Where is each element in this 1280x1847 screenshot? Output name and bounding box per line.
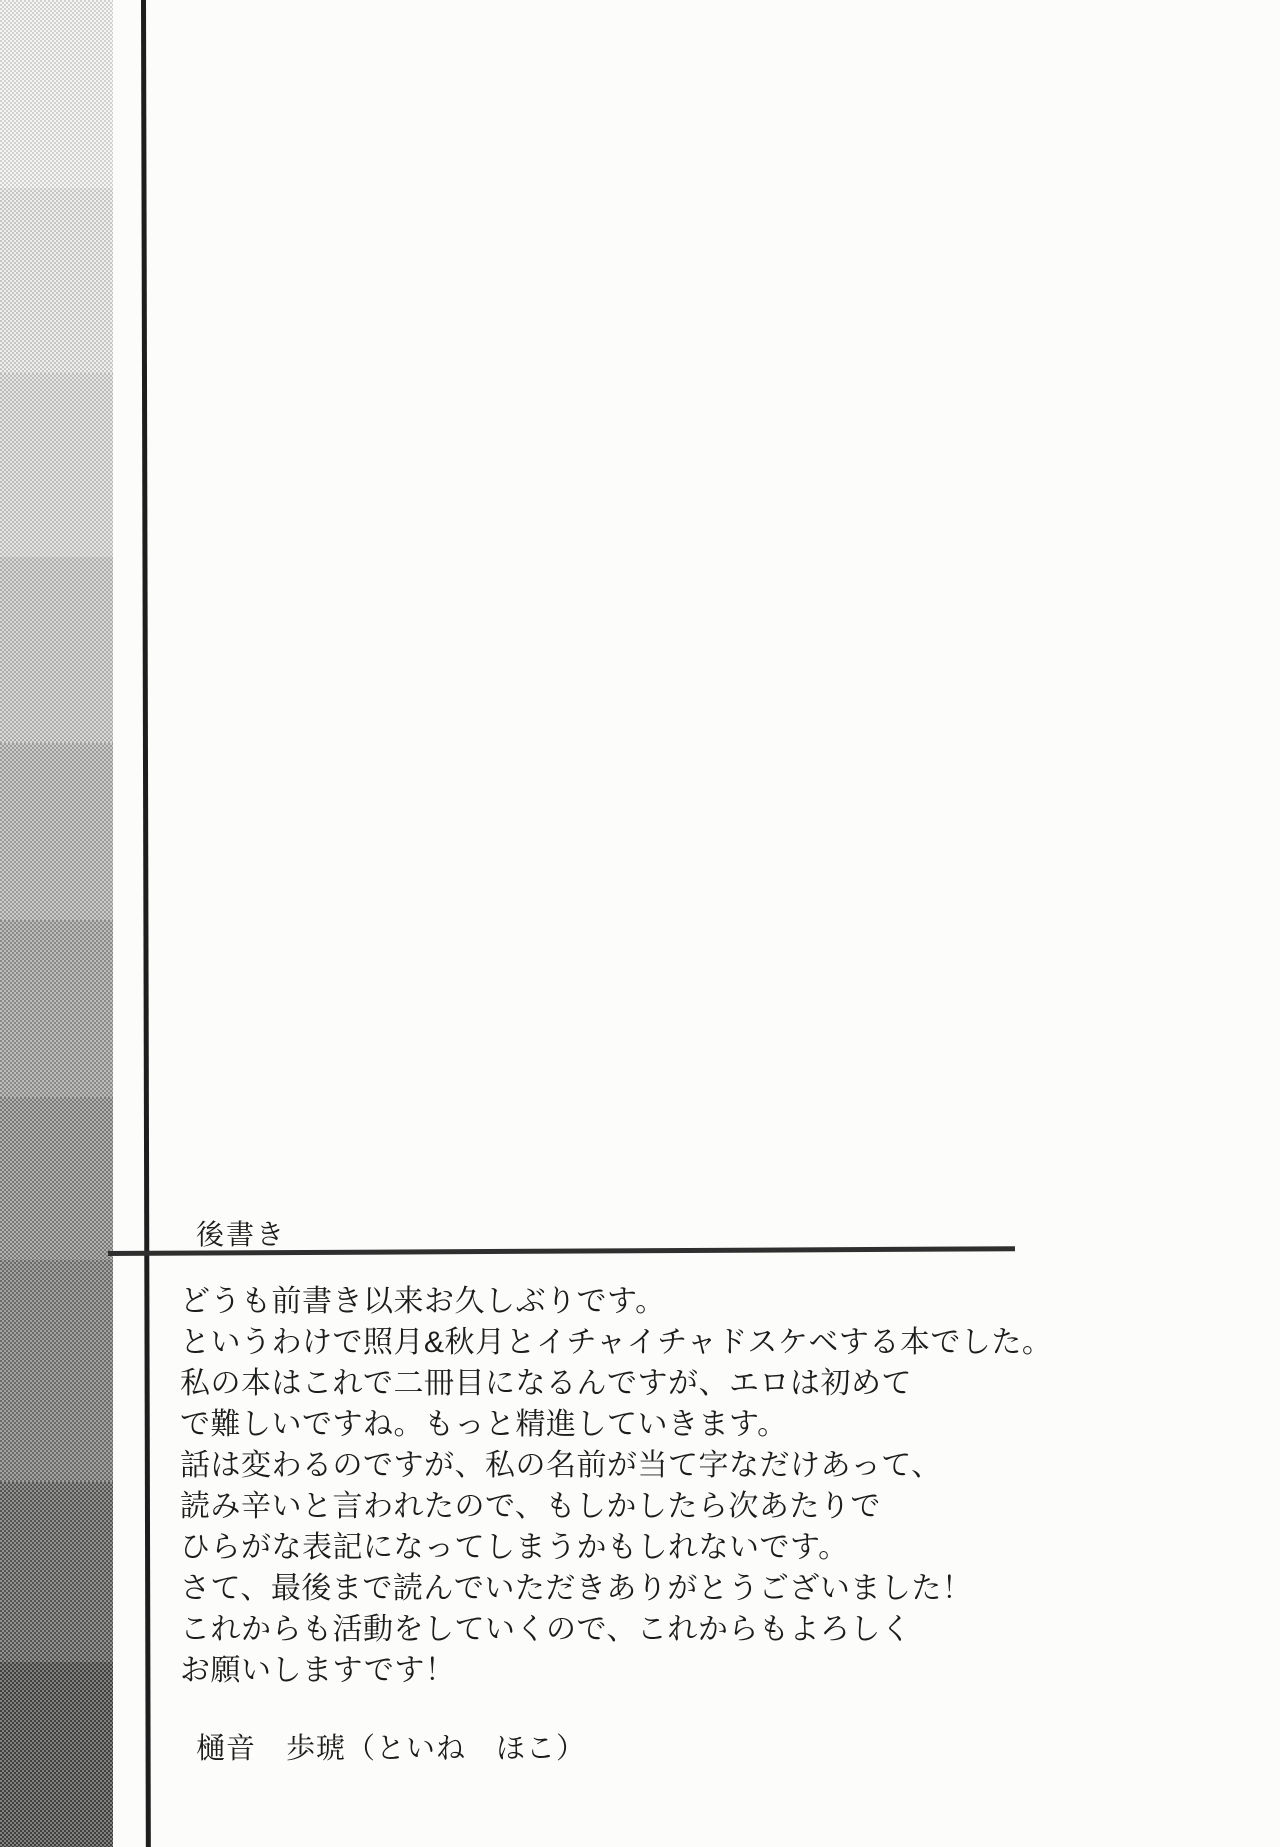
gradient-band <box>0 1097 113 1260</box>
body-line: というわけで照月&秋月とイチャイチャドスケベする本でした。 <box>180 1326 1053 1359</box>
gradient-band <box>0 557 113 743</box>
gradient-band <box>0 743 113 920</box>
body-line: さて、最後まで読んでいただきありがとうございました！ <box>180 1572 973 1605</box>
gradient-band <box>0 188 113 373</box>
gradient-band <box>0 920 113 1097</box>
body-line: これからも活動をしていくので、これからもよろしく <box>180 1613 912 1646</box>
body-line: 話は変わるのですが、私の名前が当て字なだけあって、 <box>180 1449 942 1482</box>
afterword-text <box>180 1281 1130 1691</box>
body-line: 私の本はこれで二冊目になるんですが、エロは初めて <box>180 1367 912 1400</box>
page-margin-rule <box>141 0 151 1847</box>
gradient-band <box>0 0 113 188</box>
gradient-band <box>0 373 113 557</box>
body-line: お願いしますです！ <box>180 1654 456 1687</box>
body-line: どうも前書き以来お久しぶりです。 <box>180 1285 666 1318</box>
gradient-band <box>0 1662 113 1847</box>
gradient-band <box>0 1260 113 1482</box>
author-signature: 樋音 歩琥（といね ほこ） <box>196 1733 587 1765</box>
gradient-band <box>0 1482 113 1662</box>
body-line: 読み辛いと言われたので、もしかしたら次あたりで <box>180 1490 881 1523</box>
body-line: ひらがな表記になってしまうかもしれないです。 <box>180 1531 849 1564</box>
gradient-strip <box>0 0 113 1847</box>
body-line: で難しいですね。もっと精進していきます。 <box>180 1408 788 1441</box>
page-title: 後書き <box>196 1219 287 1250</box>
